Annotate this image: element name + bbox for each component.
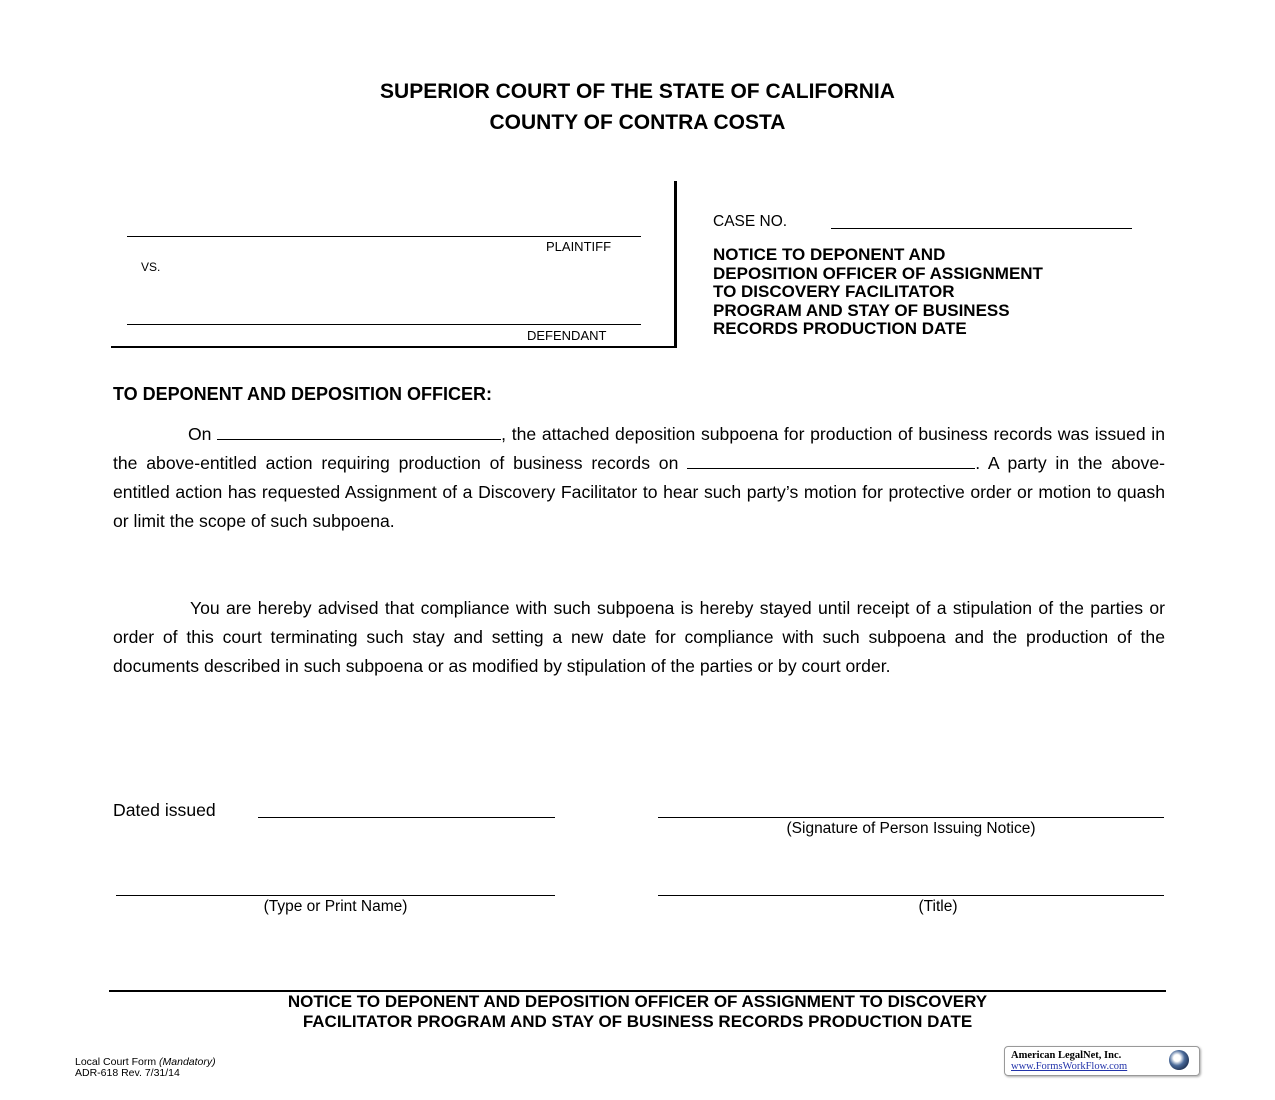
notice-title-line: TO DISCOVERY FACILITATOR (713, 282, 955, 301)
notice-title-line: NOTICE TO DEPONENT AND (713, 245, 946, 264)
p1-text-b: . A party in the above-entitled action has requested Assignment of a Discovery Facilitator to hear such party’s motion for protective order or motion to quash or limit the scope of such subpoena. (113, 453, 1165, 531)
dated-issued-field[interactable] (258, 817, 555, 818)
form-number: ADR-618 Rev. 7/31/14 (75, 1067, 180, 1079)
court-name: SUPERIOR COURT OF THE STATE OF CALIFORNIA (380, 80, 895, 103)
signature-caption: (Signature of Person Issuing Notice) (786, 820, 1036, 837)
paragraph-1 (113, 420, 1165, 536)
plaintiff-line[interactable] (127, 236, 641, 237)
logo-company: American LegalNet, Inc. (1011, 1050, 1122, 1061)
title-field[interactable] (658, 895, 1164, 896)
signature-field[interactable] (658, 817, 1164, 818)
notice-title-line: RECORDS PRODUCTION DATE (713, 319, 967, 338)
form-label: Local Court Form (75, 1056, 157, 1068)
case-no-field[interactable] (831, 228, 1132, 229)
notice-title-block (713, 246, 1043, 339)
print-name-field[interactable] (116, 895, 555, 896)
title-caption: (Title) (918, 898, 958, 915)
form-status: (Mandatory) (159, 1056, 216, 1068)
notice-title-line: PROGRAM AND STAY OF BUSINESS (713, 300, 1010, 320)
defendant-line[interactable] (127, 324, 641, 325)
logo-url[interactable]: www.FormsWorkFlow.com (1011, 1061, 1128, 1072)
legalnet-logo[interactable] (1004, 1046, 1200, 1076)
caption-bottom-rule (111, 346, 677, 348)
notice-title-line: DEPOSITION OFFICER OF ASSIGNMENT (713, 263, 1043, 283)
p1-on: On (188, 424, 212, 444)
caption-vertical-rule (674, 181, 677, 348)
footer-title (0, 992, 1275, 1031)
issue-date-field[interactable] (217, 423, 501, 440)
county-name: COUNTY OF CONTRA COSTA (489, 111, 786, 134)
p1-text-a: , the attached deposition subpoena for production of business records was issued in the above-entitled action requiring production of business records on (113, 424, 1166, 473)
form-info (75, 1057, 216, 1079)
vs-label: VS. (141, 260, 161, 274)
print-name-caption: (Type or Print Name) (263, 898, 408, 915)
plaintiff-label: PLAINTIFF (546, 239, 612, 254)
globe-icon (1169, 1050, 1189, 1070)
production-date-field[interactable] (687, 452, 975, 469)
addressee-heading: TO DEPONENT AND DEPOSITION OFFICER: (113, 384, 493, 404)
footer-title-line: FACILITATOR PROGRAM AND STAY OF BUSINESS RECORDS PRODUCTION DATE (302, 1011, 973, 1031)
paragraph-2: You are hereby advised that compliance with such subpoena is hereby stayed until receipt of a stipulation of the parties or order of this court terminating such stay and setting a new date for compliance with such subpoena and the production of the documents described in such subpoena or as modified by stipulation of the parties or by court order. (113, 598, 1165, 676)
case-no-label: CASE NO. (713, 213, 788, 230)
defendant-label: DEFENDANT (527, 328, 607, 343)
dated-issued-label: Dated issued (113, 800, 216, 820)
footer-title-line: NOTICE TO DEPONENT AND DEPOSITION OFFICER OF ASSIGNMENT TO DISCOVERY (287, 992, 988, 1011)
